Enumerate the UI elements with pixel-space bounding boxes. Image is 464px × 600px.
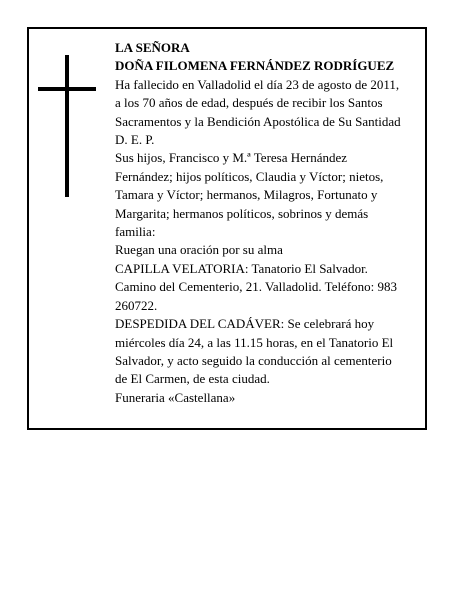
notice-line: DESPEDIDA DEL CADÁVER: Se celebrará hoy: [115, 316, 375, 332]
notice-line: de El Carmen, de esta ciudad.: [115, 371, 270, 387]
notice-line: Sus hijos, Francisco y M.ª Teresa Hernández: [115, 150, 348, 166]
notice-line: Ha fallecido en Valladolid el día 23 de agosto de 2011,: [115, 76, 400, 92]
notice-line: Camino del Cementerio, 21. Valladolid. Teléfono: 983: [115, 279, 398, 295]
funeral-home: Funeraria «Castellana»: [115, 389, 236, 405]
notice-heading: LA SEÑORA: [115, 40, 190, 55]
notice-line: Margarita; hermanos políticos, sobrinos y demás: [115, 205, 369, 221]
cross-vertical-bar: [65, 55, 69, 197]
cross-icon: [38, 55, 96, 197]
notice-line: Tamara y Víctor; hermanos, Milagros, Fortunato y: [115, 187, 378, 203]
notice-line: Salvador, y acto seguido la conducción al cementerio: [115, 352, 392, 368]
notice-line: a los 70 años de edad, después de recibir los Santos: [115, 95, 383, 111]
notice-line: D. E. P.: [115, 132, 155, 148]
cross-horizontal-bar: [38, 87, 96, 91]
notice-line: familia:: [115, 224, 156, 240]
notice-line: Ruegan una oración por su alma: [115, 242, 283, 258]
notice-line: Sacramentos y la Bendición Apostólica de Su Santidad: [115, 113, 401, 129]
notice-line: CAPILLA VELATORIA: Tanatorio El Salvador.: [115, 260, 368, 276]
notice-line: miércoles día 24, a las 11.15 horas, en el Tanatorio El: [115, 334, 394, 350]
deceased-name: DOÑA FILOMENA FERNÁNDEZ RODRÍGUEZ: [115, 58, 395, 74]
notice-line: 260722.: [115, 297, 158, 313]
obituary-text: [115, 39, 419, 407]
notice-line: Fernández; hijos políticos, Claudia y Víctor; nietos,: [115, 168, 384, 184]
